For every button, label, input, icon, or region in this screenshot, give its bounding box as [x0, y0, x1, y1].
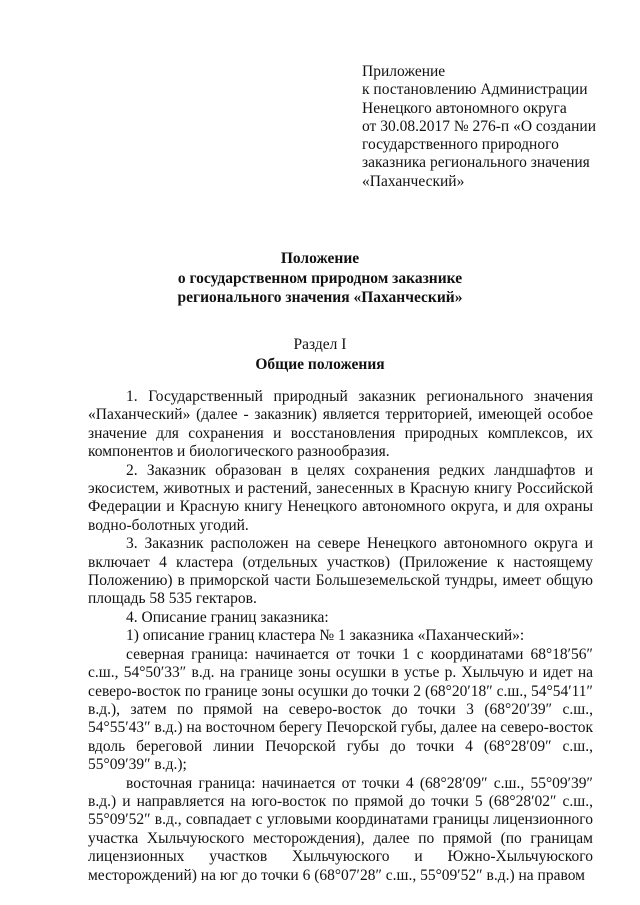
annex-block — [362, 63, 632, 191]
annex-line: государственного природного — [362, 136, 559, 154]
paragraph: 2. Заказник образован в целях сохранения редких ландшафтов и экосистем, животных и растений, занесенных в Красную книгу Российской Федерации и Красную книгу Ненецкого автономного округа, и для охраны водно-болотных угодий. — [88, 461, 593, 534]
document-title — [0, 249, 640, 308]
paragraph: 1. Государственный природный заказник регионального значения «Паханческий» (далее - заказник) является территорией, имеющей особое значение для сохранения и восстановления природных комплексов, их компонентов и биологического разнообразия. — [88, 388, 593, 461]
paragraph: восточная граница: начинается от точки 4 (68°28′09″ с.ш., 55°09′39″ в.д.) и направляется на юго-восток по прямой до точки 5 (68°28′02″ с.ш., 55°09′52″ в.д., совпадает с угловыми координатами границы лицензионного участка Хыльчуюского месторождения), далее по прямой (по границам лицензионных участков Хыльчуюского и Южно-Хыльчуюского месторождений) на юг до точки 6 (68°07′28″ с.ш., 55°09′52″ в.д.) на правом — [88, 774, 593, 884]
annex-line: заказника регионального значения — [362, 154, 590, 172]
annex-line: «Паханческий» — [362, 172, 465, 190]
paragraph: 1) описание границ кластера № 1 заказника «Паханческий»: — [126, 627, 525, 645]
annex-line: Ненецкого автономного округа — [362, 99, 567, 117]
annex-line: от 30.08.2017 № 276-п «О создании — [362, 117, 597, 135]
annex-line: Приложение — [362, 63, 446, 80]
paragraph: 4. Описание границ заказника: — [126, 608, 329, 626]
paragraph: северная граница: начинается от точки 1 с координатами 68°18′56″ с.ш., 54°50′33″ в.д. на границе зоны осушки в устье р. Хыльчую и идет на северо-восток по границе зоны осушки до точки 2 (68°20′18″ с.ш., 54°54′11″ в.д.), затем по прямой на северо-восток до точки 3 (68°20′39″ с.ш., 54°55′43″ в.д.) на восточном берегу Печорской губы, далее на северо-восток вдоль береговой линии Печорской губы до точки 4 (68°28′09″ с.ш., 55°09′39″ в.д.); — [88, 645, 593, 774]
document-body — [88, 388, 593, 885]
section-label: Раздел I — [293, 336, 347, 353]
title-line: Положение — [280, 250, 360, 267]
annex-line: к постановлению Администрации — [362, 81, 588, 99]
title-line: регионального значения «Паханческий» — [177, 289, 463, 306]
section-heading — [0, 335, 640, 374]
title-line: о государственном природном заказнике — [177, 269, 463, 287]
paragraph: 3. Заказник расположен на севере Ненецкого автономного округа и включает 4 кластера (отдельных участков) (Приложение к настоящему Положению) в приморской части Большеземельской тундры, имеет общую площадь 58 535 гектаров. — [88, 535, 593, 608]
section-title: Общие положения — [255, 355, 385, 373]
